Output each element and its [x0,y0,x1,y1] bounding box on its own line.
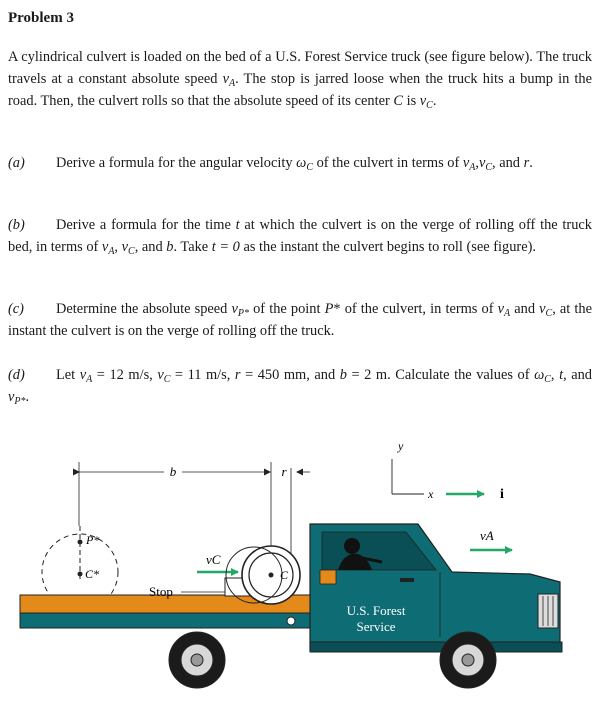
truck-culvert-figure [0,432,607,710]
label-p-star: P* [86,533,100,547]
part-d-label: (d) [8,367,25,383]
truck-text-line1: U.S. Forest [346,603,406,618]
part-b: (b) Derive a formula for the time t at which the culvert is on the verge of rolling off the truck bed, in terms of $v_A$, $v_C$, and b. Take t = 0 as the instant the culvert begins to roll (see figure). [8,214,592,258]
part-a-label: (a) [8,155,25,171]
part-c: (c) Determine the absolute speed $v_{P*}$ of the point P* of the culvert, in terms of $v_A$ and $v_C$, at the instant the culvert is on the verge of rolling off the truck. [8,298,592,342]
rear-wheel [169,632,225,688]
label-c: C [280,568,289,582]
part-b-label: (b) [8,217,25,233]
label-stop: Stop [149,584,173,599]
culvert [225,546,300,604]
label-c-star: C* [85,567,100,581]
truck-cab [310,524,562,652]
label-vc: vC [206,552,221,567]
part-a: (a) Derive a formula for the angular velocity $\omega_C$ of the culvert in terms of $v_A,v_C$, and r. [8,152,592,174]
front-wheel [440,632,496,688]
coordinate-axes [392,439,504,502]
problem-intro: A cylindrical culvert is loaded on the bed of a U.S. Forest Service truck (see figure below). The truck travels at a constant absolute speed $v_A$. The stop is jarred loose when the truck hits a bump in the road. Then, the culvert rolls so that the absolute speed of its center C is $v_C$. [8,49,592,111]
label-b: b [169,464,177,479]
dimension-b [79,462,271,550]
problem-title: Problem 3 [8,10,74,26]
part-d: (d) Let $v_A = 12$ m/s, $v_C = 11$ m/s, r = 450 mm, and b = 2 m. Calculate the values of $\omega_C$, t, and $v_{P*}$. [8,364,592,408]
label-r: r [281,464,287,479]
label-x: x [428,487,434,501]
label-va: vA [480,528,494,543]
truck-text-line2: Service [356,619,396,634]
label-i: i [500,487,504,502]
label-y: y [398,439,404,453]
part-c-label: (c) [8,301,24,317]
point-p-star [78,540,83,545]
point-c-star [78,572,83,577]
